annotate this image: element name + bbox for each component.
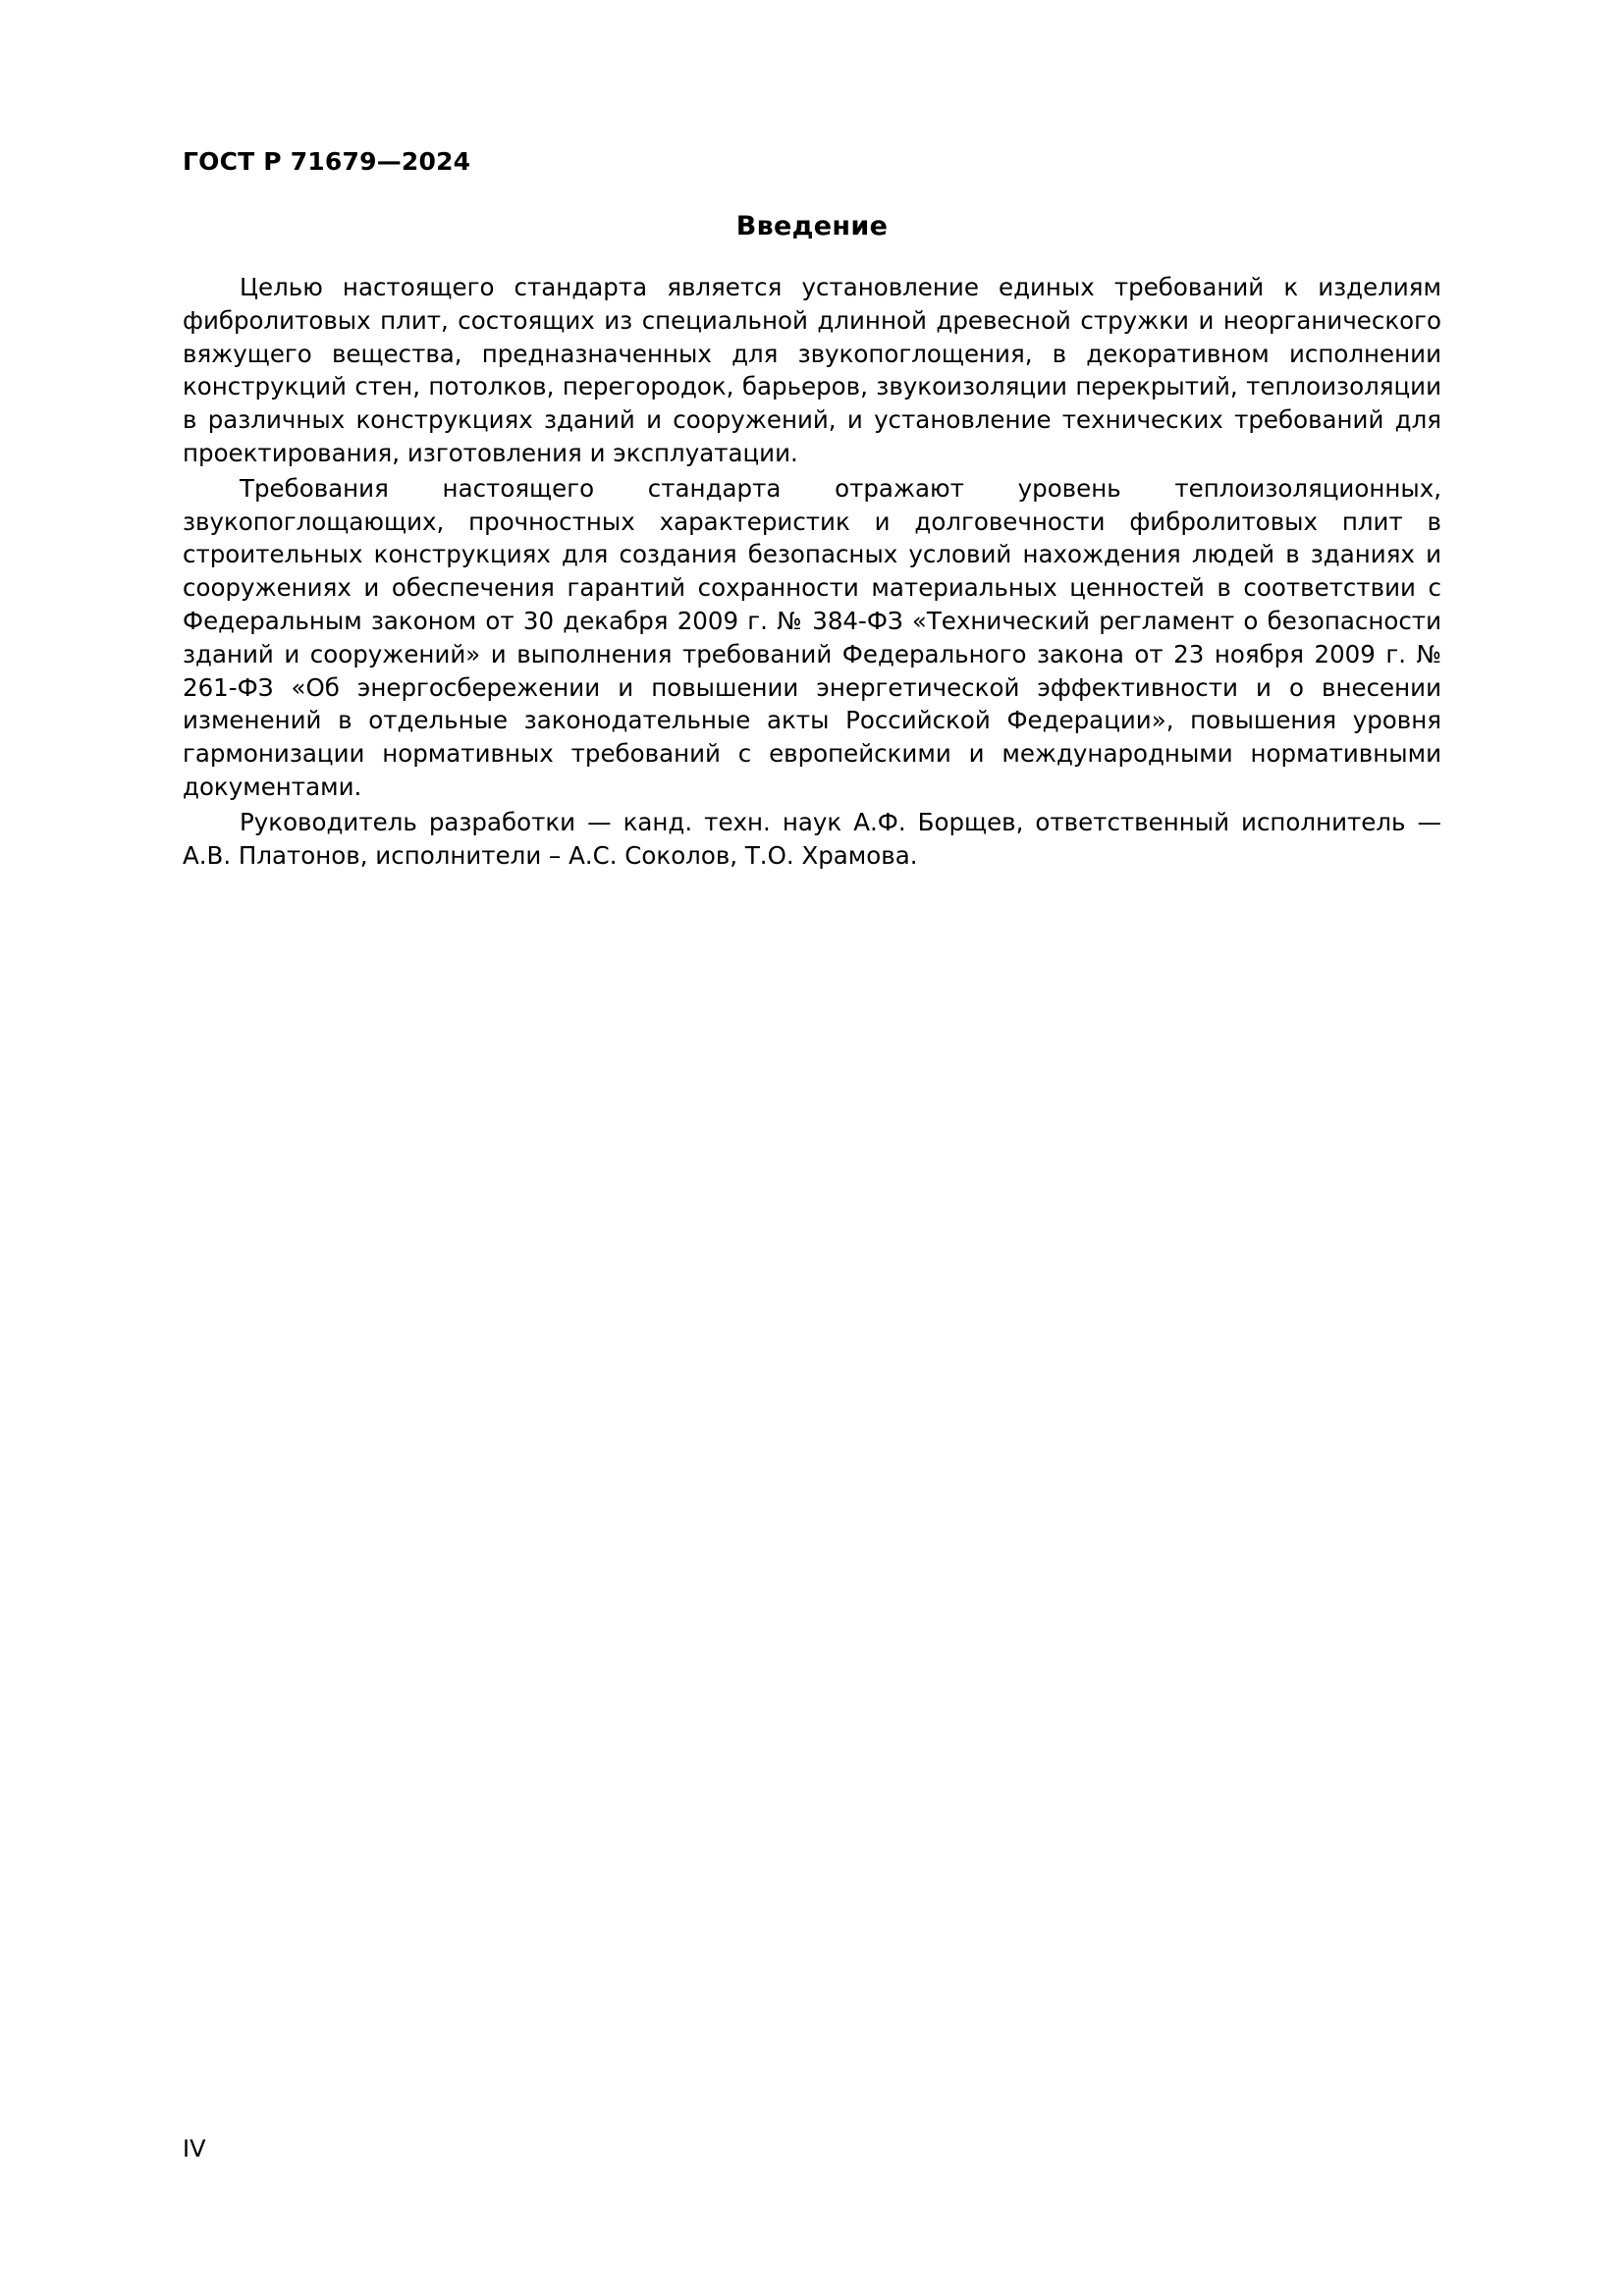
page-content	[183, 211, 1441, 872]
paragraph-authors: Руководитель разработки — канд. техн. наук А.Ф. Борщев, ответственный исполнитель — А.В. Платонов, исполнители – А.С. Соколов, Т.О. Храмова.	[183, 807, 1441, 870]
page-number: IV	[183, 2135, 206, 2163]
section-title: Введение	[735, 211, 889, 241]
paragraph-purpose: Целью настоящего стандарта является установление единых требований к изделиям фибролитовых плит, состоящих из специальной длинной древесной стружки и неорганического вяжущего вещества, предназначенных для звукопоглощения, в декоративном исполнении конструкций стен, потолков, перегородок, барьеров, звукоизоляции перекрытий, теплоизоляции в различных конструкциях зданий и сооружений, и установление технических требований для проектирования, изготовления и эксплуатации.	[183, 273, 1441, 467]
paragraph-requirements: Требования настоящего стандарта отражают уровень теплоизоляционных, звукопоглощающих, прочностных характеристик и долговечности фибролитовых плит в строительных конструкциях для создания безопасных условий нахождения людей в зданиях и сооружениях и обеспечения гарантий сохранности материальных ценностей в соответствии с Федеральным законом от 30 декабря 2009 г. № 384-ФЗ «Технический регламент о безопасности зданий и сооружений» и выполнения требований Федерального закона от 23 ноября 2009 г. № 261-ФЗ «Об энергосбережении и повышении энергетической эффективности и о внесении изменений в отдельные законодательные акты Российской Федерации», повышения уровня гармонизации нормативных требований с европейскими и международными нормативными документами.	[183, 473, 1441, 801]
page-header-standard-code: ГОСТ Р 71679—2024	[183, 147, 471, 176]
